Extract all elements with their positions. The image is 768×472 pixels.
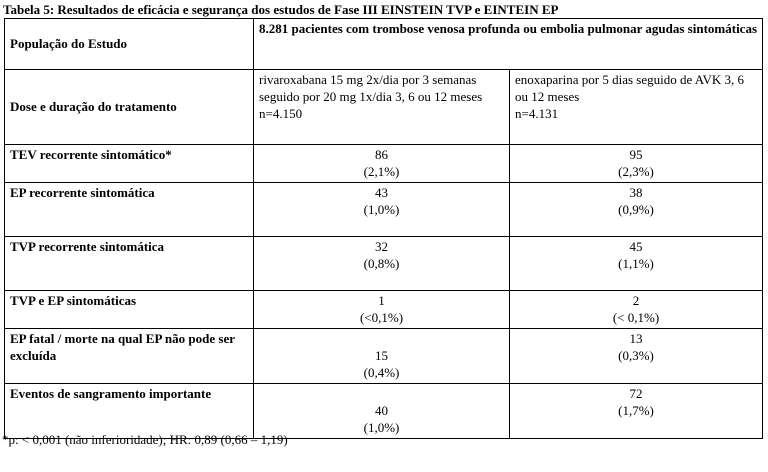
result-percent: (0,8%) bbox=[363, 256, 400, 271]
row-label: EP fatal / morte na qual EP não pode ser excluída bbox=[5, 329, 254, 384]
row-label: TVP recorrente sintomática bbox=[5, 237, 254, 291]
table-row bbox=[5, 329, 763, 384]
result-percent: (0,3%) bbox=[618, 348, 654, 363]
result-count: 1 bbox=[378, 293, 385, 308]
result-percent: (0,9%) bbox=[618, 202, 654, 217]
result-percent: (1,7%) bbox=[618, 403, 654, 418]
arm2-result bbox=[510, 183, 763, 237]
arm2-result bbox=[510, 237, 763, 291]
arm1-result bbox=[254, 329, 510, 384]
table-row bbox=[5, 145, 763, 183]
table-row bbox=[5, 291, 763, 329]
arm2-description: enoxaparina por 5 dias seguido de AVK 3, 6 ou 12 meses bbox=[515, 72, 745, 104]
arm2-n: n=4.131 bbox=[515, 106, 559, 121]
result-count: 86 bbox=[375, 147, 388, 162]
result-percent: (2,3%) bbox=[618, 164, 654, 179]
arm2-result bbox=[510, 291, 763, 329]
result-count: 32 bbox=[375, 239, 388, 254]
population-label: População do Estudo bbox=[5, 19, 254, 70]
arm1-n: n=4.150 bbox=[259, 106, 303, 121]
result-count: 95 bbox=[629, 147, 643, 162]
row-label: TEV recorrente sintomático* bbox=[5, 145, 254, 183]
result-count: 38 bbox=[629, 185, 643, 200]
arm1-description: rivaroxabana 15 mg 2x/dia por 3 semanas seguido por 20 mg 1x/dia 3, 6 ou 12 meses bbox=[259, 72, 483, 104]
arm2-result bbox=[510, 329, 763, 384]
row-label: TVP e EP sintomáticas bbox=[5, 291, 254, 329]
arm1-result bbox=[254, 145, 510, 183]
results-table bbox=[4, 18, 763, 439]
arm2-dose-cell bbox=[510, 70, 763, 145]
dose-row bbox=[5, 70, 763, 145]
result-count: 2 bbox=[632, 293, 640, 308]
table-row bbox=[5, 237, 763, 291]
result-count: 13 bbox=[629, 331, 643, 346]
arm1-result bbox=[254, 384, 510, 439]
population-value: 8.281 pacientes com trombose venosa profunda ou embolia pulmonar agudas sintomáticas bbox=[254, 19, 763, 70]
result-percent: (1,0%) bbox=[363, 202, 400, 217]
result-percent: (<0,1%) bbox=[359, 310, 404, 325]
arm1-result bbox=[254, 237, 510, 291]
result-count: 15 bbox=[375, 348, 388, 363]
table-caption: Tabela 5: Resultados de eficácia e segurança dos estudos de Fase III EINSTEIN TVP e EINTEIN EP bbox=[3, 2, 559, 17]
result-percent: (0,4%) bbox=[363, 365, 400, 380]
result-percent: (1,1%) bbox=[618, 256, 654, 271]
arm1-dose-cell bbox=[254, 70, 510, 145]
result-count: 72 bbox=[629, 386, 643, 401]
population-row bbox=[5, 19, 763, 70]
row-label: EP recorrente sintomática bbox=[5, 183, 254, 237]
arm2-result bbox=[510, 145, 763, 183]
result-count: 43 bbox=[375, 185, 388, 200]
table-row bbox=[5, 384, 763, 439]
row-label: Eventos de sangramento importante bbox=[5, 384, 254, 439]
dose-label: Dose e duração do tratamento bbox=[5, 70, 254, 145]
table-footnote: *p: < 0,001 (não inferioridade); HR: 0,89 (0,66 – 1,19) bbox=[2, 432, 288, 447]
result-count: 40 bbox=[375, 403, 388, 418]
result-count: 45 bbox=[629, 239, 643, 254]
result-percent: (2,1%) bbox=[363, 164, 400, 179]
result-percent: (1,0%) bbox=[363, 420, 400, 435]
arm1-result bbox=[254, 183, 510, 237]
arm1-result bbox=[254, 291, 510, 329]
table-row bbox=[5, 183, 763, 237]
result-percent: (< 0,1%) bbox=[612, 310, 660, 325]
arm2-result bbox=[510, 384, 763, 439]
